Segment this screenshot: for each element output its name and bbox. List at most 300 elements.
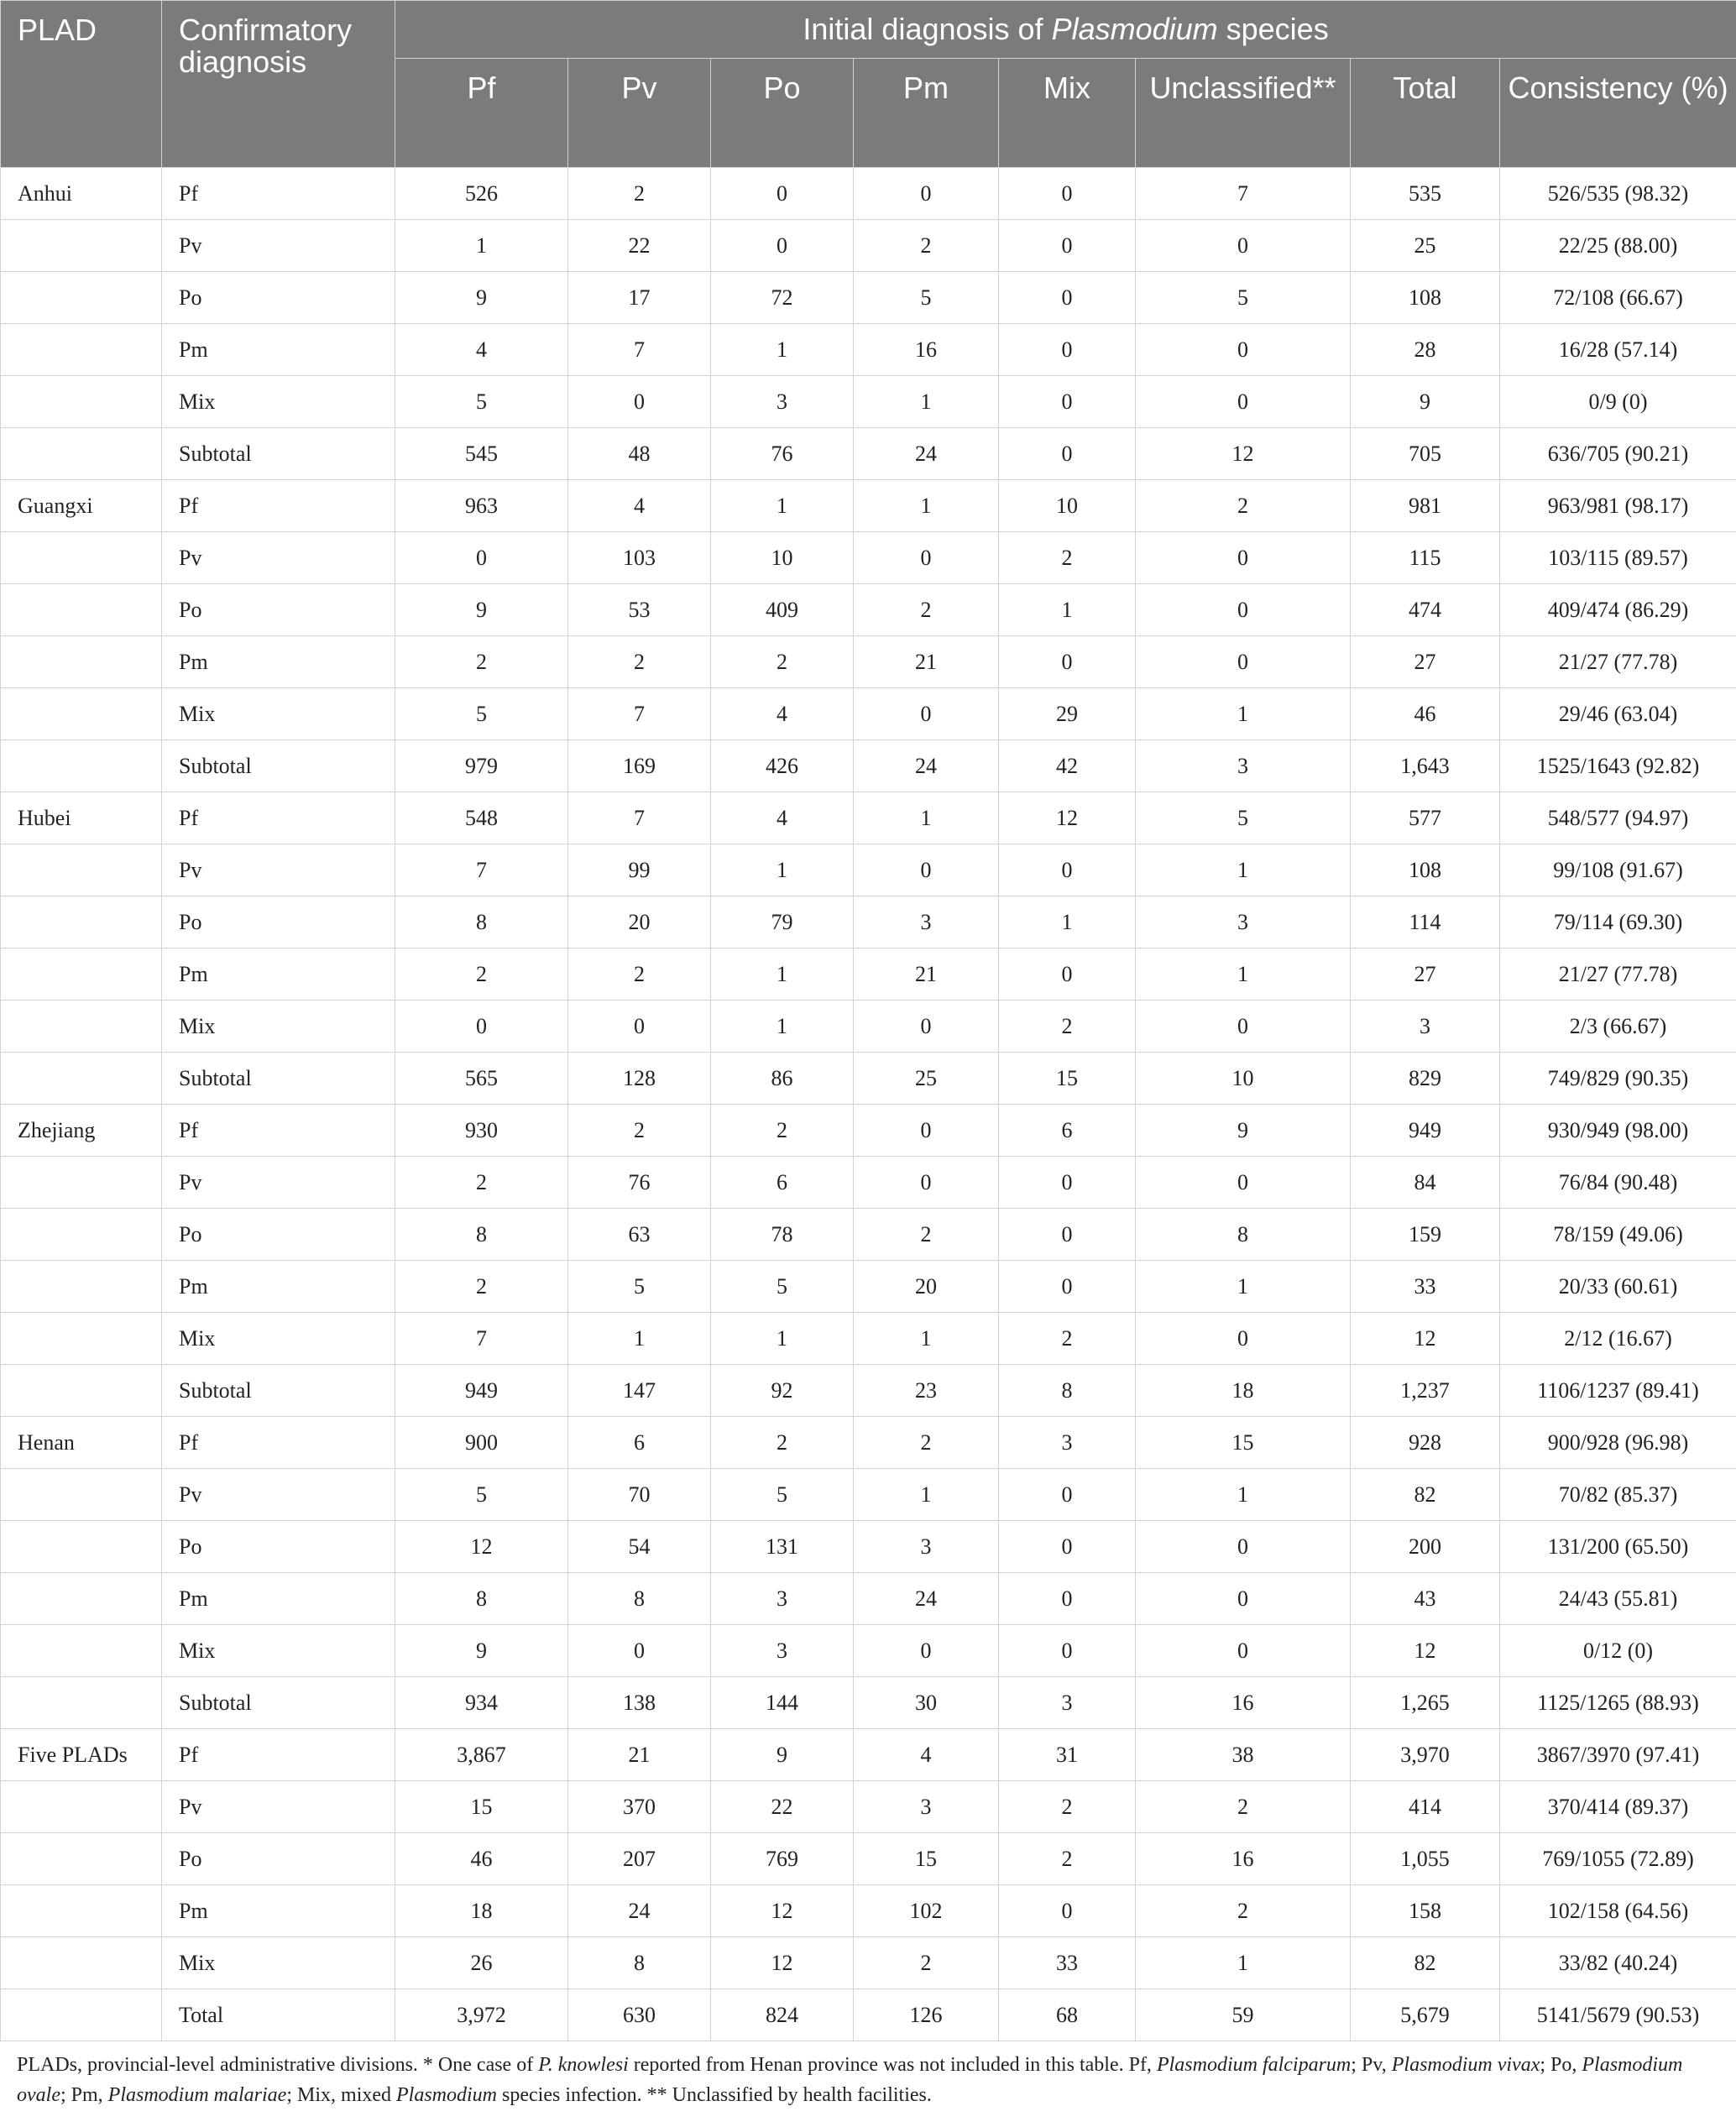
cell-unclassified: 5 xyxy=(1136,272,1351,324)
cell-consistency: 24/43 (55.81) xyxy=(1500,1573,1736,1625)
cell-confirmatory: Mix xyxy=(162,1937,395,1989)
cell-pm: 20 xyxy=(854,1261,999,1313)
cell-total: 12 xyxy=(1351,1625,1500,1677)
cell-po: 1 xyxy=(711,480,854,532)
cell-pv: 1 xyxy=(568,1313,711,1365)
cell-confirmatory: Pm xyxy=(162,1261,395,1313)
cell-pv: 630 xyxy=(568,1989,711,2041)
cell-mix: 15 xyxy=(999,1053,1136,1105)
cell-confirmatory: Mix xyxy=(162,376,395,428)
cell-consistency: 76/84 (90.48) xyxy=(1500,1157,1736,1209)
cell-pm: 126 xyxy=(854,1989,999,2041)
table-row xyxy=(1,428,1736,480)
cell-consistency: 21/27 (77.78) xyxy=(1500,636,1736,688)
table-row xyxy=(1,1625,1736,1677)
table-row xyxy=(1,636,1736,688)
cell-plad xyxy=(1,376,162,428)
cell-mix: 0 xyxy=(999,949,1136,1001)
cell-unclassified: 0 xyxy=(1136,1001,1351,1053)
header-col-po: Po xyxy=(711,59,854,168)
cell-po: 5 xyxy=(711,1469,854,1521)
cell-pm: 0 xyxy=(854,844,999,896)
cell-mix: 0 xyxy=(999,168,1136,220)
cell-unclassified: 59 xyxy=(1136,1989,1351,2041)
cell-po: 2 xyxy=(711,636,854,688)
cell-mix: 2 xyxy=(999,1833,1136,1885)
cell-mix: 10 xyxy=(999,480,1136,532)
cell-total: 200 xyxy=(1351,1521,1500,1573)
cell-pv: 2 xyxy=(568,168,711,220)
cell-total: 535 xyxy=(1351,168,1500,220)
cell-po: 92 xyxy=(711,1365,854,1417)
cell-unclassified: 0 xyxy=(1136,324,1351,376)
cell-mix: 1 xyxy=(999,584,1136,636)
cell-mix: 12 xyxy=(999,792,1136,844)
footnote-italic: Plasmodium falciparum xyxy=(1156,2054,1352,2076)
cell-total: 928 xyxy=(1351,1417,1500,1469)
table-row xyxy=(1,1833,1736,1885)
cell-pv: 8 xyxy=(568,1573,711,1625)
cell-po: 5 xyxy=(711,1261,854,1313)
cell-mix: 0 xyxy=(999,324,1136,376)
cell-pf: 4 xyxy=(395,324,568,376)
cell-confirmatory: Pf xyxy=(162,1417,395,1469)
cell-confirmatory: Pf xyxy=(162,168,395,220)
header-col-pf: Pf xyxy=(395,59,568,168)
cell-po: 1 xyxy=(711,949,854,1001)
cell-mix: 0 xyxy=(999,844,1136,896)
cell-pv: 24 xyxy=(568,1885,711,1937)
cell-consistency: 5141/5679 (90.53) xyxy=(1500,1989,1736,2041)
cell-unclassified: 1 xyxy=(1136,1261,1351,1313)
cell-consistency: 2/3 (66.67) xyxy=(1500,1001,1736,1053)
cell-pv: 7 xyxy=(568,324,711,376)
cell-pv: 0 xyxy=(568,376,711,428)
cell-plad xyxy=(1,1053,162,1105)
cell-po: 76 xyxy=(711,428,854,480)
cell-plad xyxy=(1,1625,162,1677)
cell-confirmatory: Pm xyxy=(162,324,395,376)
cell-consistency: 409/474 (86.29) xyxy=(1500,584,1736,636)
header-plad: PLAD xyxy=(1,1,162,168)
cell-pv: 53 xyxy=(568,584,711,636)
cell-pm: 24 xyxy=(854,1573,999,1625)
cell-mix: 0 xyxy=(999,428,1136,480)
cell-unclassified: 5 xyxy=(1136,792,1351,844)
cell-po: 824 xyxy=(711,1989,854,2041)
cell-unclassified: 10 xyxy=(1136,1053,1351,1105)
footnote-italic: Plasmodium malariae xyxy=(107,2084,287,2106)
cell-plad xyxy=(1,532,162,584)
cell-po: 1 xyxy=(711,844,854,896)
cell-pv: 70 xyxy=(568,1469,711,1521)
cell-pm: 1 xyxy=(854,376,999,428)
cell-po: 12 xyxy=(711,1937,854,1989)
cell-unclassified: 15 xyxy=(1136,1417,1351,1469)
cell-pm: 1 xyxy=(854,1313,999,1365)
cell-consistency: 548/577 (94.97) xyxy=(1500,792,1736,844)
header-col-pv: Pv xyxy=(568,59,711,168)
cell-pv: 0 xyxy=(568,1001,711,1053)
cell-mix: 2 xyxy=(999,1001,1136,1053)
cell-po: 426 xyxy=(711,740,854,792)
cell-confirmatory: Pv xyxy=(162,1469,395,1521)
cell-mix: 0 xyxy=(999,272,1136,324)
cell-consistency: 78/159 (49.06) xyxy=(1500,1209,1736,1261)
cell-pf: 15 xyxy=(395,1781,568,1833)
cell-pf: 8 xyxy=(395,1209,568,1261)
cell-total: 414 xyxy=(1351,1781,1500,1833)
cell-mix: 3 xyxy=(999,1677,1136,1729)
cell-mix: 2 xyxy=(999,1313,1136,1365)
table-row xyxy=(1,1469,1736,1521)
cell-confirmatory: Subtotal xyxy=(162,740,395,792)
table-row xyxy=(1,1521,1736,1573)
header-col-unclassified: Unclassified** xyxy=(1136,59,1351,168)
cell-plad xyxy=(1,688,162,740)
cell-mix: 0 xyxy=(999,1209,1136,1261)
cell-pv: 48 xyxy=(568,428,711,480)
cell-unclassified: 2 xyxy=(1136,1781,1351,1833)
cell-pm: 0 xyxy=(854,688,999,740)
cell-total: 82 xyxy=(1351,1937,1500,1989)
cell-mix: 68 xyxy=(999,1989,1136,2041)
cell-plad xyxy=(1,1937,162,1989)
cell-confirmatory: Po xyxy=(162,1833,395,1885)
cell-total: 114 xyxy=(1351,896,1500,949)
cell-total: 159 xyxy=(1351,1209,1500,1261)
cell-pm: 2 xyxy=(854,584,999,636)
cell-mix: 2 xyxy=(999,532,1136,584)
cell-consistency: 1125/1265 (88.93) xyxy=(1500,1677,1736,1729)
cell-unclassified: 1 xyxy=(1136,688,1351,740)
cell-po: 2 xyxy=(711,1105,854,1157)
cell-unclassified: 18 xyxy=(1136,1365,1351,1417)
cell-total: 1,643 xyxy=(1351,740,1500,792)
cell-consistency: 99/108 (91.67) xyxy=(1500,844,1736,896)
cell-pm: 25 xyxy=(854,1053,999,1105)
cell-pf: 3,867 xyxy=(395,1729,568,1781)
table-row xyxy=(1,1365,1736,1417)
header-col-total: Total xyxy=(1351,59,1500,168)
cell-pf: 5 xyxy=(395,376,568,428)
cell-po: 78 xyxy=(711,1209,854,1261)
cell-confirmatory: Pm xyxy=(162,1573,395,1625)
cell-pm: 1 xyxy=(854,1469,999,1521)
cell-mix: 0 xyxy=(999,1573,1136,1625)
header-initial-suffix: species xyxy=(1217,12,1329,47)
cell-total: 27 xyxy=(1351,949,1500,1001)
cell-po: 9 xyxy=(711,1729,854,1781)
table-row xyxy=(1,324,1736,376)
cell-mix: 0 xyxy=(999,636,1136,688)
cell-confirmatory: Mix xyxy=(162,1313,395,1365)
cell-mix: 0 xyxy=(999,376,1136,428)
table-row xyxy=(1,168,1736,220)
footnote-text: ; Pv, xyxy=(1351,2054,1392,2076)
cell-confirmatory: Po xyxy=(162,584,395,636)
cell-plad: Henan xyxy=(1,1417,162,1469)
cell-po: 79 xyxy=(711,896,854,949)
cell-pv: 22 xyxy=(568,220,711,272)
cell-unclassified: 0 xyxy=(1136,1157,1351,1209)
cell-pf: 2 xyxy=(395,1261,568,1313)
cell-pf: 9 xyxy=(395,584,568,636)
cell-pm: 30 xyxy=(854,1677,999,1729)
cell-consistency: 29/46 (63.04) xyxy=(1500,688,1736,740)
cell-pf: 0 xyxy=(395,532,568,584)
cell-pv: 76 xyxy=(568,1157,711,1209)
cell-pv: 6 xyxy=(568,1417,711,1469)
cell-pv: 20 xyxy=(568,896,711,949)
cell-plad xyxy=(1,949,162,1001)
header-col-mix: Mix xyxy=(999,59,1136,168)
cell-pv: 2 xyxy=(568,1105,711,1157)
cell-mix: 1 xyxy=(999,896,1136,949)
cell-pm: 1 xyxy=(854,792,999,844)
cell-pv: 99 xyxy=(568,844,711,896)
cell-pf: 5 xyxy=(395,688,568,740)
cell-total: 1,265 xyxy=(1351,1677,1500,1729)
cell-pf: 565 xyxy=(395,1053,568,1105)
cell-po: 6 xyxy=(711,1157,854,1209)
cell-consistency: 963/981 (98.17) xyxy=(1500,480,1736,532)
cell-plad xyxy=(1,1781,162,1833)
table-row xyxy=(1,1417,1736,1469)
cell-total: 3 xyxy=(1351,1001,1500,1053)
cell-pm: 0 xyxy=(854,1157,999,1209)
cell-consistency: 20/33 (60.61) xyxy=(1500,1261,1736,1313)
cell-plad: Five PLADs xyxy=(1,1729,162,1781)
cell-pm: 24 xyxy=(854,428,999,480)
table-row xyxy=(1,896,1736,949)
cell-po: 4 xyxy=(711,688,854,740)
cell-confirmatory: Pm xyxy=(162,949,395,1001)
cell-confirmatory: Po xyxy=(162,272,395,324)
cell-plad xyxy=(1,220,162,272)
header-col-pm: Pm xyxy=(854,59,999,168)
cell-total: 981 xyxy=(1351,480,1500,532)
cell-pf: 3,972 xyxy=(395,1989,568,2041)
cell-plad xyxy=(1,636,162,688)
cell-consistency: 131/200 (65.50) xyxy=(1500,1521,1736,1573)
footnote-text: ; Mix, mixed xyxy=(286,2084,397,2106)
cell-unclassified: 8 xyxy=(1136,1209,1351,1261)
cell-consistency: 0/9 (0) xyxy=(1500,376,1736,428)
cell-pv: 103 xyxy=(568,532,711,584)
cell-pf: 2 xyxy=(395,949,568,1001)
table-row xyxy=(1,844,1736,896)
cell-po: 0 xyxy=(711,168,854,220)
cell-consistency: 22/25 (88.00) xyxy=(1500,220,1736,272)
cell-pf: 930 xyxy=(395,1105,568,1157)
cell-pm: 0 xyxy=(854,1001,999,1053)
cell-plad xyxy=(1,1157,162,1209)
cell-plad xyxy=(1,584,162,636)
cell-pf: 979 xyxy=(395,740,568,792)
header-confirmatory: Confirmatory diagnosis xyxy=(162,1,395,168)
cell-po: 10 xyxy=(711,532,854,584)
table-row xyxy=(1,1729,1736,1781)
cell-consistency: 1106/1237 (89.41) xyxy=(1500,1365,1736,1417)
cell-total: 46 xyxy=(1351,688,1500,740)
cell-unclassified: 9 xyxy=(1136,1105,1351,1157)
cell-consistency: 70/82 (85.37) xyxy=(1500,1469,1736,1521)
table-row xyxy=(1,220,1736,272)
table-row xyxy=(1,1209,1736,1261)
header-initial-diagnosis xyxy=(395,1,1736,59)
cell-consistency: 102/158 (64.56) xyxy=(1500,1885,1736,1937)
cell-consistency: 2/12 (16.67) xyxy=(1500,1313,1736,1365)
cell-plad xyxy=(1,1989,162,2041)
cell-total: 158 xyxy=(1351,1885,1500,1937)
cell-pm: 21 xyxy=(854,636,999,688)
cell-plad xyxy=(1,428,162,480)
cell-plad xyxy=(1,1469,162,1521)
cell-unclassified: 16 xyxy=(1136,1677,1351,1729)
cell-pm: 4 xyxy=(854,1729,999,1781)
cell-unclassified: 1 xyxy=(1136,949,1351,1001)
cell-pv: 63 xyxy=(568,1209,711,1261)
cell-plad xyxy=(1,844,162,896)
cell-total: 33 xyxy=(1351,1261,1500,1313)
cell-pm: 0 xyxy=(854,168,999,220)
cell-pf: 545 xyxy=(395,428,568,480)
cell-pm: 3 xyxy=(854,896,999,949)
cell-total: 1,055 xyxy=(1351,1833,1500,1885)
table-row xyxy=(1,480,1736,532)
cell-confirmatory: Subtotal xyxy=(162,1677,395,1729)
cell-pf: 8 xyxy=(395,1573,568,1625)
cell-mix: 29 xyxy=(999,688,1136,740)
table-row xyxy=(1,949,1736,1001)
cell-confirmatory: Subtotal xyxy=(162,428,395,480)
footnote-text: ; Po, xyxy=(1540,2054,1582,2076)
cell-consistency: 3867/3970 (97.41) xyxy=(1500,1729,1736,1781)
cell-confirmatory: Mix xyxy=(162,1001,395,1053)
footnote-italic: P. knowlesi xyxy=(538,2054,629,2076)
cell-mix: 0 xyxy=(999,220,1136,272)
cell-unclassified: 3 xyxy=(1136,740,1351,792)
cell-unclassified: 12 xyxy=(1136,428,1351,480)
cell-unclassified: 0 xyxy=(1136,1573,1351,1625)
cell-unclassified: 2 xyxy=(1136,1885,1351,1937)
table-row xyxy=(1,688,1736,740)
cell-unclassified: 0 xyxy=(1136,220,1351,272)
cell-consistency: 103/115 (89.57) xyxy=(1500,532,1736,584)
cell-unclassified: 38 xyxy=(1136,1729,1351,1781)
cell-po: 409 xyxy=(711,584,854,636)
cell-po: 1 xyxy=(711,324,854,376)
cell-pm: 16 xyxy=(854,324,999,376)
cell-mix: 6 xyxy=(999,1105,1136,1157)
cell-confirmatory: Pv xyxy=(162,1157,395,1209)
cell-confirmatory: Pv xyxy=(162,1781,395,1833)
table-row xyxy=(1,1105,1736,1157)
cell-consistency: 769/1055 (72.89) xyxy=(1500,1833,1736,1885)
cell-pf: 963 xyxy=(395,480,568,532)
table-row xyxy=(1,1573,1736,1625)
table-row xyxy=(1,792,1736,844)
cell-confirmatory: Pv xyxy=(162,220,395,272)
footnote-text: reported from Henan province was not included in this table. Pf, xyxy=(628,2054,1157,2076)
table-row xyxy=(1,1261,1736,1313)
cell-pv: 370 xyxy=(568,1781,711,1833)
cell-mix: 0 xyxy=(999,1261,1136,1313)
header-initial-prefix: Initial diagnosis of xyxy=(803,12,1052,47)
cell-po: 2 xyxy=(711,1417,854,1469)
cell-total: 43 xyxy=(1351,1573,1500,1625)
footnote-text: species infection. ** Unclassified by health facilities. xyxy=(497,2084,932,2106)
cell-pv: 138 xyxy=(568,1677,711,1729)
cell-pf: 0 xyxy=(395,1001,568,1053)
cell-consistency: 526/535 (98.32) xyxy=(1500,168,1736,220)
cell-plad xyxy=(1,324,162,376)
footnote-italic: Plasmodium ovale xyxy=(17,2054,1683,2106)
cell-total: 474 xyxy=(1351,584,1500,636)
cell-consistency: 0/12 (0) xyxy=(1500,1625,1736,1677)
cell-pf: 8 xyxy=(395,896,568,949)
cell-pv: 7 xyxy=(568,792,711,844)
cell-plad xyxy=(1,896,162,949)
cell-total: 82 xyxy=(1351,1469,1500,1521)
footnote-text: PLADs, provincial-level administrative divisions. * One case of xyxy=(17,2054,539,2076)
cell-mix: 8 xyxy=(999,1365,1136,1417)
cell-pf: 934 xyxy=(395,1677,568,1729)
cell-total: 115 xyxy=(1351,532,1500,584)
cell-pf: 26 xyxy=(395,1937,568,1989)
cell-pv: 7 xyxy=(568,688,711,740)
table-row xyxy=(1,1781,1736,1833)
cell-plad xyxy=(1,1313,162,1365)
cell-pf: 949 xyxy=(395,1365,568,1417)
cell-confirmatory: Subtotal xyxy=(162,1365,395,1417)
cell-po: 1 xyxy=(711,1001,854,1053)
cell-po: 0 xyxy=(711,220,854,272)
cell-pm: 0 xyxy=(854,1625,999,1677)
cell-consistency: 33/82 (40.24) xyxy=(1500,1937,1736,1989)
cell-plad: Anhui xyxy=(1,168,162,220)
cell-mix: 0 xyxy=(999,1469,1136,1521)
cell-pf: 46 xyxy=(395,1833,568,1885)
cell-confirmatory: Pm xyxy=(162,1885,395,1937)
table-header xyxy=(1,1,1736,168)
header-col-consistency: Consistency (%) xyxy=(1500,59,1736,168)
table-row xyxy=(1,1937,1736,1989)
table-footnote xyxy=(17,2050,1721,2110)
cell-po: 3 xyxy=(711,376,854,428)
cell-pm: 2 xyxy=(854,220,999,272)
footnote-italic: Plasmodium xyxy=(396,2084,498,2106)
cell-pv: 17 xyxy=(568,272,711,324)
table-row xyxy=(1,376,1736,428)
cell-consistency: 21/27 (77.78) xyxy=(1500,949,1736,1001)
cell-total: 577 xyxy=(1351,792,1500,844)
cell-pv: 21 xyxy=(568,1729,711,1781)
cell-confirmatory: Mix xyxy=(162,688,395,740)
cell-mix: 31 xyxy=(999,1729,1136,1781)
cell-pv: 4 xyxy=(568,480,711,532)
cell-pf: 1 xyxy=(395,220,568,272)
cell-unclassified: 16 xyxy=(1136,1833,1351,1885)
cell-pv: 147 xyxy=(568,1365,711,1417)
cell-consistency: 1525/1643 (92.82) xyxy=(1500,740,1736,792)
cell-plad xyxy=(1,1677,162,1729)
cell-unclassified: 0 xyxy=(1136,1625,1351,1677)
cell-pm: 0 xyxy=(854,532,999,584)
cell-total: 25 xyxy=(1351,220,1500,272)
cell-pf: 5 xyxy=(395,1469,568,1521)
